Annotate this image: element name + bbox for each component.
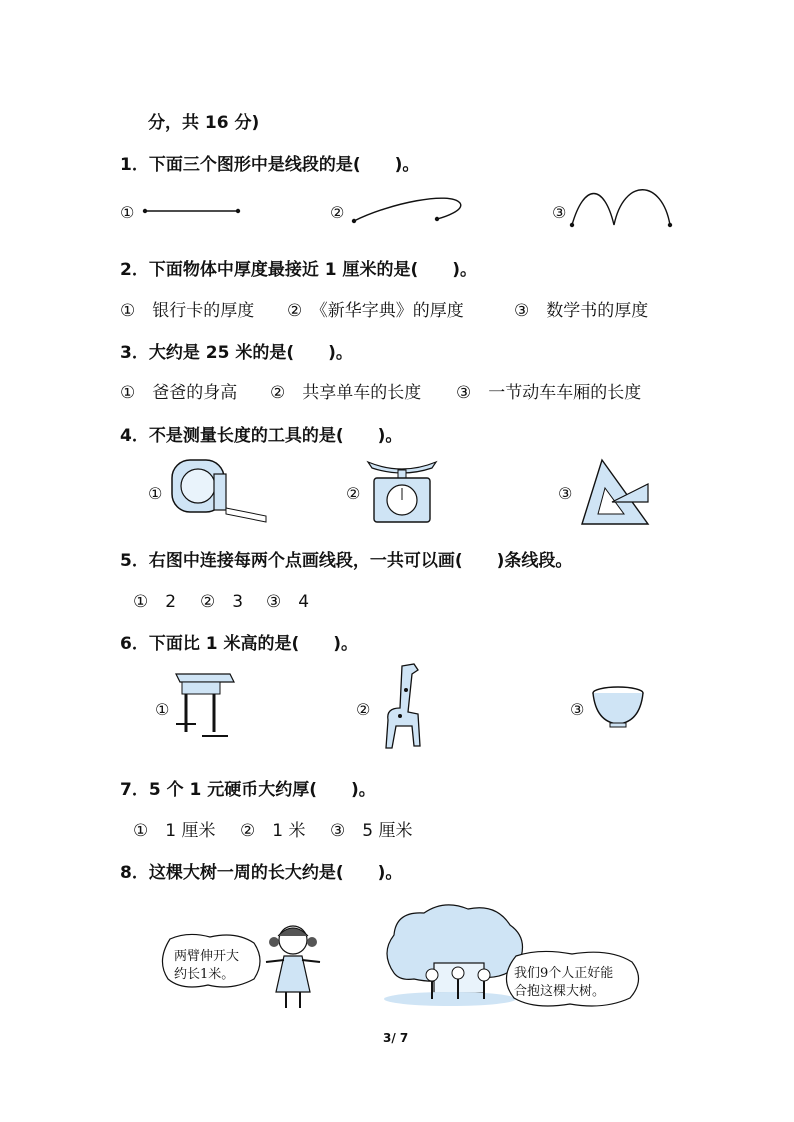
q3-option-2: ② 共享单车的长度 xyxy=(270,383,422,403)
q2-option-3: ③ 数学书的厚度 xyxy=(514,301,649,321)
arcs-figure xyxy=(570,185,680,235)
question-8: 8．这棵大树一周的长大约是( )。 xyxy=(120,863,403,883)
q4-marker-2: ② xyxy=(346,484,361,503)
q2-option-2: ② 《新华字典》的厚度 xyxy=(287,301,464,321)
q5-option-2: ② 3 xyxy=(200,592,244,612)
bubble-right-line-1: 我们9个人正好能 xyxy=(514,966,614,981)
giraffe-icon xyxy=(374,660,429,755)
question-3: 3．大约是 25 米的是( )。 xyxy=(120,343,353,363)
q1-marker-1: ① xyxy=(120,203,135,222)
q6-marker-2: ② xyxy=(356,700,371,719)
q5-option-1: ① 2 xyxy=(133,592,177,612)
q3-option-1: ① 爸爸的身高 xyxy=(120,383,238,403)
question-6: 6．下面比 1 米高的是( )。 xyxy=(120,634,359,654)
q4-marker-3: ③ xyxy=(558,484,573,503)
q3-option-3: ③ 一节动车车厢的长度 xyxy=(456,383,642,403)
question-4: 4．不是测量长度的工具的是( )。 xyxy=(120,426,403,446)
bowl-icon xyxy=(590,686,646,730)
segment-figure xyxy=(140,200,250,220)
desk-icon xyxy=(172,670,237,745)
scale-icon xyxy=(366,456,438,526)
q1-marker-3: ③ xyxy=(552,203,567,222)
q6-marker-1: ① xyxy=(155,700,170,719)
q2-option-1: ① 银行卡的厚度 xyxy=(120,301,255,321)
q7-option-3: ③ 5 厘米 xyxy=(330,821,413,841)
bubble-right-line-2: 合抱这棵大树。 xyxy=(514,984,606,999)
q7-option-2: ② 1 米 xyxy=(240,821,306,841)
question-5: 5．右图中连接每两个点画线段，一共可以画( )条线段。 xyxy=(120,551,573,571)
question-7: 7．5 个 1 元硬币大约厚( )。 xyxy=(120,780,376,800)
page-number: 3/ 7 xyxy=(383,1031,409,1045)
q5-option-3: ③ 4 xyxy=(266,592,310,612)
tape-measure-icon xyxy=(170,458,275,528)
q1-marker-2: ② xyxy=(330,203,345,222)
question-2: 2．下面物体中厚度最接近 1 厘米的是( )。 xyxy=(120,260,478,280)
triangle-ruler-icon xyxy=(578,458,653,528)
bubble-left-line-1: 两臂伸开大 xyxy=(174,949,240,964)
q7-option-1: ① 1 厘米 xyxy=(133,821,216,841)
curve-figure xyxy=(350,193,470,228)
q4-marker-1: ① xyxy=(148,484,163,503)
q6-marker-3: ③ xyxy=(570,700,585,719)
question-1: 1．下面三个图形中是线段的是( )。 xyxy=(120,155,420,175)
header-line: 分，共 16 分) xyxy=(148,113,260,133)
bubble-left-line-2: 约长1米。 xyxy=(174,967,235,982)
girl-icon xyxy=(262,922,324,1014)
